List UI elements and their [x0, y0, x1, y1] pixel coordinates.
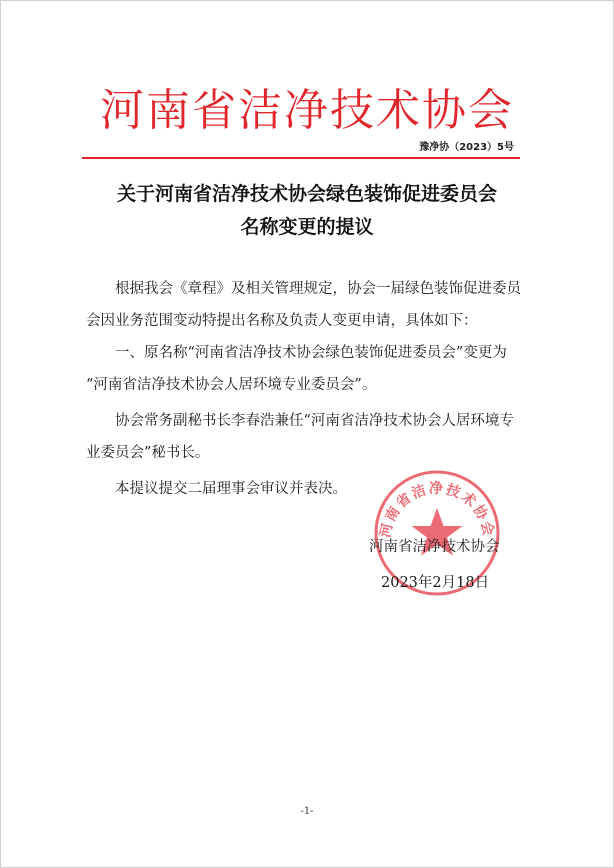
- signature-organization: 河南省洁净技术协会: [369, 539, 500, 555]
- paragraph-2-line-1: 一、原名称“河南省洁净技术协会绿色装饰促进委员会”变更为: [115, 345, 507, 361]
- paragraph-4-line-1: 本提议提交二届理事会审议并表决。: [115, 481, 347, 497]
- paragraph-3-line-1: 协会常务副秘书长李春浩兼任“河南省洁净技术协会人居环境专: [115, 413, 514, 429]
- paragraph-1-line-2: 会因业务范围变动特提出名称及负责人变更申请，具体如下：: [86, 313, 478, 329]
- paragraph-3-line-2: 业委员会”秘书长。: [86, 445, 210, 461]
- document-title-line-1: 关于河南省洁净技术协会绿色装饰促进委员会: [116, 183, 497, 205]
- seal-text: 河南省洁净技术协会: [377, 481, 497, 540]
- document-number: 豫净协（2023）5号: [419, 142, 514, 153]
- paragraph-2-line-2: “河南省洁净技术协会人居环境专业委员会”。: [86, 377, 377, 393]
- letterhead-title: 河南省洁净技术协会: [100, 85, 514, 136]
- paragraph-1-line-1: 根据我会《章程》及相关管理规定，协会一届绿色装饰促进委员: [115, 281, 521, 297]
- page-number: -1-: [300, 806, 314, 817]
- signature-date: 2023年2月18日: [381, 575, 490, 591]
- document-title-line-2: 名称变更的提议: [240, 216, 374, 238]
- letterhead-divider: [82, 157, 520, 159]
